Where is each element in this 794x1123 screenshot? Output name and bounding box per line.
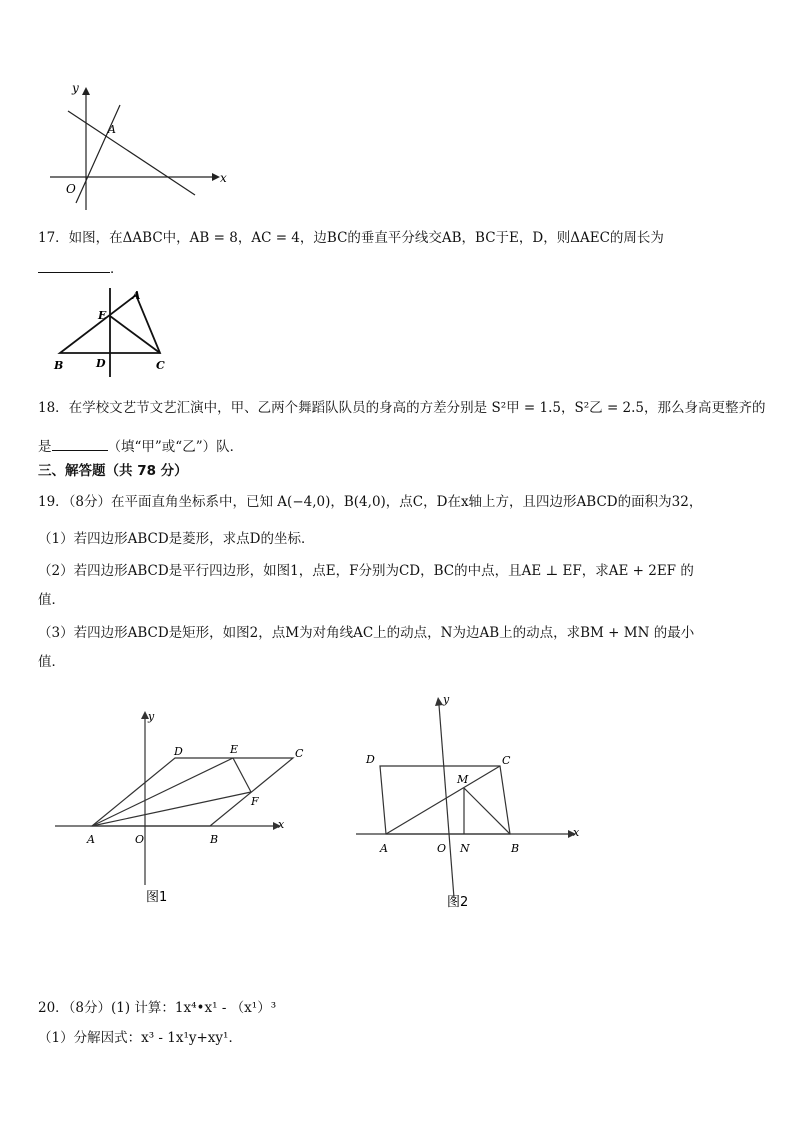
q17-triangle-figure — [48, 285, 178, 380]
fig1-label-b: B — [210, 833, 219, 846]
q19-intro: 19．（8分）在平面直角坐标系中，已知 A(−4,0)，B(4,0)，点C，D在x轴上方，且四边形ABCD的面积为32， — [38, 494, 703, 510]
q18-line2-start: 是 — [38, 439, 52, 455]
q17-line2 — [38, 258, 124, 279]
fig2-label-d: D — [366, 753, 375, 766]
q18-answer-blank[interactable] — [52, 436, 108, 451]
fig16-point-a-label: A — [108, 123, 116, 136]
fig2-diagonal-ac — [386, 766, 500, 834]
fig16-y-label: y — [72, 81, 79, 95]
section3-title: 三、解答题（共 78 分） — [38, 463, 188, 479]
q18-line2-end: （填“甲”或“乙”）队． — [107, 439, 244, 455]
fig2-label-c: C — [502, 754, 511, 767]
fig1-y-label: y — [148, 710, 155, 723]
fig2-label-o: O — [437, 842, 447, 855]
q17-label-b: B — [54, 359, 64, 372]
fig1-abcd — [92, 758, 293, 826]
fig2-y-arrow-icon — [435, 697, 443, 706]
fig1-label-o: O — [135, 833, 145, 846]
q20-part1: 20．（8分）(1) 计算：1x⁴•x¹ - （x¹）³ — [38, 1000, 277, 1016]
fig2-label-b: B — [511, 842, 520, 855]
q19-fig1-parallelogram — [55, 705, 305, 910]
fig1-x-label: x — [278, 818, 285, 831]
fig1-caption: 图1 — [146, 890, 168, 905]
fig16-y-arrow-icon — [82, 87, 90, 95]
fig2-label-m: M — [457, 773, 469, 786]
q19-part2-line2: 值． — [38, 592, 65, 608]
fig16-x-arrow-icon — [212, 173, 220, 181]
q19-part1: （1）若四边形ABCD是菱形，求点D的坐标． — [38, 531, 315, 547]
fig2-segment-bm — [464, 788, 510, 834]
q20-part2: （1）分解因式：x³ - 1x¹y+xy¹． — [38, 1030, 242, 1046]
q17-label-a: A — [132, 289, 141, 302]
q19-part2-line1: （2）若四边形ABCD是平行四边形，如图1，点E，F分别为CD，BC的中点，且AE ⊥ EF，求AE + 2EF 的 — [38, 563, 694, 579]
q17-line2-end: ． — [110, 261, 124, 277]
q17-label-d: D — [96, 357, 106, 370]
q18-line2 — [38, 436, 243, 457]
q19-fig2-rectangle — [352, 690, 597, 915]
q19-part3-line1: （3）若四边形ABCD是矩形，如图2，点M为对角线AC上的动点，N为边AB上的动点，求BM + MN 的最小 — [38, 625, 695, 641]
fig1-segment-ef — [233, 758, 251, 792]
fig2-y-label: y — [443, 693, 450, 706]
fig1-label-e: E — [230, 743, 239, 756]
fig1-label-c: C — [295, 747, 304, 760]
fig16-decreasing-line — [68, 111, 195, 195]
q17-line1: 17．如图，在ΔABC中，AB = 8，AC = 4，边BC的垂直平分线交AB，BC于E，D，则ΔAEC的周长为 — [38, 230, 664, 246]
fig2-label-a: A — [380, 842, 388, 855]
fig16-line-through-origin — [76, 105, 120, 203]
fig1-segment-af — [92, 792, 251, 826]
fig1-label-a: A — [87, 833, 95, 846]
fig1-label-f: F — [251, 795, 259, 808]
fig2-label-n: N — [460, 842, 470, 855]
q17-answer-blank[interactable] — [38, 258, 110, 273]
q18-line1: 18．在学校文艺节文艺汇演中，甲、乙两个舞蹈队队员的身高的方差分别是 S²甲 = 1.5，S²乙 = 2.5，那么身高更整齐的 — [38, 400, 766, 416]
fig2-x-label: x — [573, 826, 580, 839]
q17-label-c: C — [156, 359, 165, 372]
fig16-coordinate-graph — [40, 75, 230, 215]
fig16-x-label: x — [220, 171, 227, 185]
q17-label-e: E — [98, 309, 107, 322]
fig1-label-d: D — [174, 745, 183, 758]
fig16-origin-label: O — [66, 182, 76, 196]
q19-part3-line2: 值． — [38, 654, 65, 670]
fig2-caption: 图2 — [447, 895, 469, 910]
